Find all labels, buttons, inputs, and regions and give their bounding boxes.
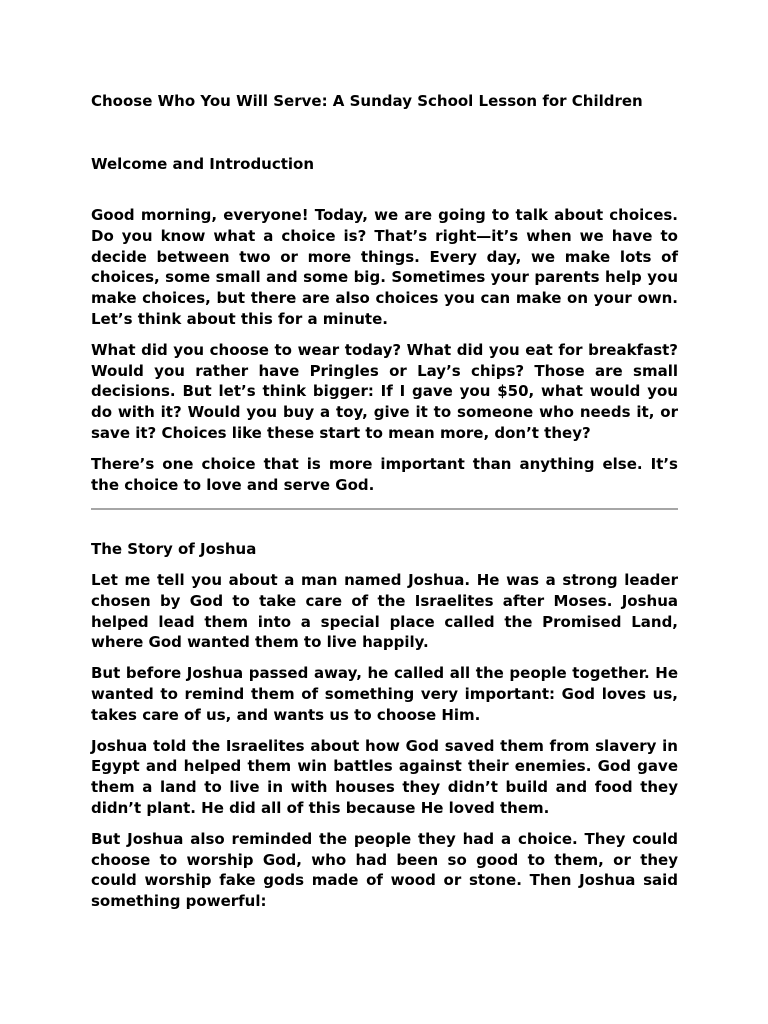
section-body-welcome <box>91 205 678 505</box>
paragraph: But before Joshua passed away, he called all the people together. He wanted to remind them of something very important: God loves us, takes care of us, and wants us to choose Him. <box>91 664 678 724</box>
document-title: Choose Who You Will Serve: A Sunday School Lesson for Children <box>91 92 643 110</box>
section-body-story <box>91 570 678 922</box>
paragraph: But Joshua also reminded the people they had a choice. They could choose to worship God, who had been so good to them, or they could worship fake gods made of wood or stone. Then Joshua said something powerful: <box>91 829 678 911</box>
paragraph: What did you choose to wear today? What did you eat for breakfast? Would you rather have Pringles or Lay’s chips? Those are small decisions. But let’s think bigger: If I gave you $50, what would you do with it? Would you buy a toy, give it to someone who needs it, or save it? Choices like these start to mean more, don’t they? <box>91 340 678 442</box>
paragraph: Joshua told the Israelites about how God saved them from slavery in Egypt and helped them win battles against their enemies. God gave them a land to live in with houses they didn’t build and food they didn’t plant. He did all of this because He loved them. <box>91 736 678 817</box>
paragraph: Good morning, everyone! Today, we are going to talk about choices. Do you know what a choice is? That’s right—it’s when we have to decide between two or more things. Every day, we make lots of choices, some small and some big. Sometimes your parents help you make choices, but there are also choices you can make on your own. Let’s think about this for a minute. <box>91 206 678 328</box>
horizontal-divider <box>91 508 678 510</box>
section-heading-welcome: Welcome and Introduction <box>91 155 315 173</box>
paragraph: There’s one choice that is more important than anything else. It’s the choice to love and serve God. <box>91 454 678 494</box>
section-heading-story: The Story of Joshua <box>91 540 257 558</box>
paragraph: Let me tell you about a man named Joshua. He was a strong leader chosen by God to take care of the Israelites after Moses. Joshua helped lead them into a special place called the Promised Land, where God wanted them to live happily. <box>91 571 678 652</box>
